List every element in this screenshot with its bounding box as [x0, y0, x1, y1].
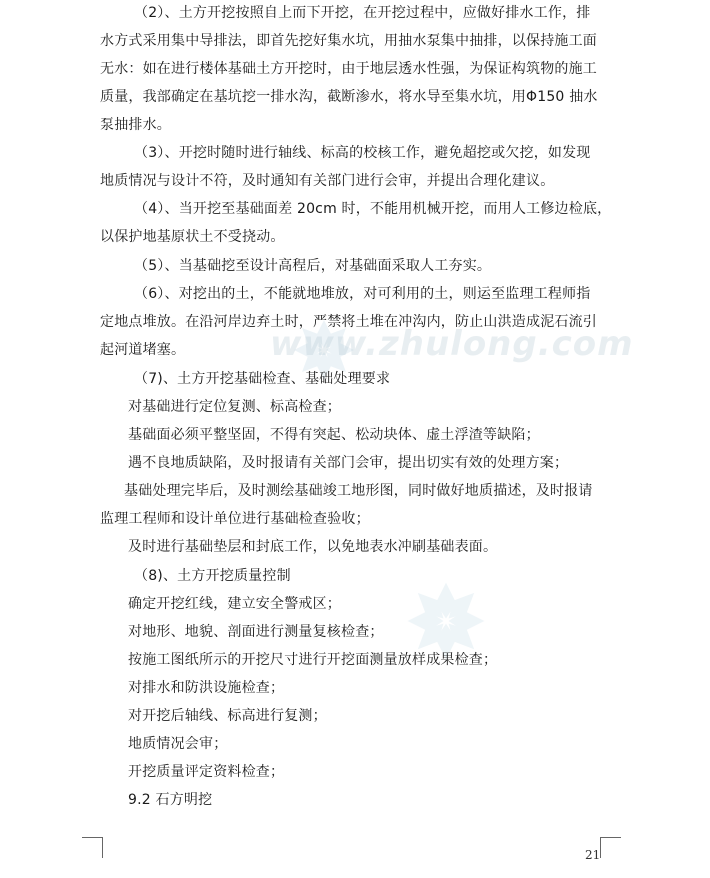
- text-line: 监理工程师和设计单位进行基础检查验收；: [100, 511, 370, 527]
- text-line: 起河道堵塞。: [100, 342, 186, 358]
- list-item: 对开挖后轴线、标高进行复测；: [128, 708, 327, 724]
- text-line: （6）、对挖出的土，不能就地堆放，对可利用的土，则运至监理工程师指: [134, 286, 591, 302]
- list-item: 开挖质量评定资料检查；: [128, 764, 285, 780]
- list-item: 对排水和防洪设施检查；: [128, 680, 285, 696]
- page-corner-mark-left: [82, 837, 103, 858]
- list-item: 按施工图纸所示的开挖尺寸进行开挖面测量放样成果检查；: [128, 652, 498, 668]
- section-heading: （7)、土方开挖基础检查、基础处理要求: [134, 371, 391, 387]
- text-line: 定地点堆放。在沿河岸边弃土时，严禁将土堆在冲沟内，防止山洪造成泥石流引: [100, 314, 597, 330]
- text-line: 无水：如在进行楼体基础土方开挖时，由于地层透水性强，为保证构筑物的施工: [100, 61, 597, 77]
- text-line: （4）、当开挖至基础面差 20cm 时，不能用机械开挖，而用人工修边检底，: [134, 201, 612, 217]
- text-line: 泵抽排水。: [100, 117, 171, 133]
- text-line: 质量，我部确定在基坑挖一排水沟，截断渗水，将水导至集水坑，用Φ150 抽水: [100, 89, 598, 105]
- watermark-text: www.zhulong.com: [270, 324, 634, 364]
- text-line: （2）、土方开挖按照自上而下开挖，在开挖过程中，应做好排水工作，排: [134, 5, 591, 21]
- text-line: 水方式采用集中导排法，即首先挖好集水坑，用抽水泵集中抽排，以保持施工面: [100, 33, 597, 49]
- list-item: 基础面必须平整坚固，不得有突起、松动块体、虚土浮渣等缺陷；: [128, 427, 540, 443]
- text-line: 地质情况与设计不符，及时通知有关部门进行会审，并提出合理化建议。: [100, 173, 555, 189]
- text-line: 以保护地基原状土不受挠动。: [100, 229, 285, 245]
- list-item: 确定开挖红线，建立安全警戒区；: [128, 596, 341, 612]
- text-line: （5）、当基础挖至设计高程后，对基础面采取人工夯实。: [134, 258, 492, 274]
- text-line: （3）、开挖时随时进行轴线、标高的校核工作，避免超挖或欠挖，如发现: [134, 145, 591, 161]
- list-item: 遇不良地质缺陷，及时报请有关部门会审，提出切实有效的处理方案；: [128, 455, 569, 471]
- page-corner-mark-right: [600, 837, 621, 858]
- list-item: 及时进行基础垫层和封底工作，以免地表水冲刷基础表面。: [128, 539, 498, 555]
- list-item: 对基础进行定位复测、标高检查；: [128, 399, 341, 415]
- section-heading: （8)、土方开挖质量控制: [134, 568, 291, 584]
- list-item: 地质情况会审；: [128, 736, 228, 752]
- list-item: 基础处理完毕后，及时测绘基础竣工地形图，同时做好地质描述，及时报请: [124, 483, 593, 499]
- page-number: 21: [585, 848, 601, 862]
- section-heading: 9.2 石方明挖: [128, 792, 213, 808]
- list-item: 对地形、地貌、剖面进行测量复核检查；: [128, 624, 384, 640]
